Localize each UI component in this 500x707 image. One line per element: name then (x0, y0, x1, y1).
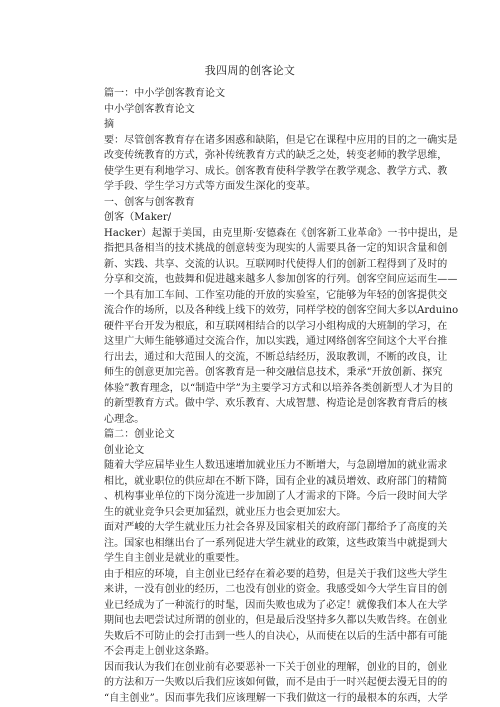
text-line: 随着大学应届毕业生人数迅速增加就业压力不断增大，与急剧增加的就业需求 (104, 460, 448, 471)
text-line: Hacker）起源于美国，由克里斯·安德森在《创客新工业革命》一书中提出，是 (104, 227, 459, 239)
text-line: 篇一：中小学创客教育论文 (104, 88, 226, 99)
text-line: 摘 (104, 119, 115, 130)
text-line: 由于相应的环境，自主创业已经存在着必要的趋势，但是关于我们这些大学生 (104, 568, 448, 580)
text-line: 心理念。 (104, 413, 145, 425)
text-line: 新、实践、共享、交流的认识。互联网时代使得人们的创新工程得到了及时的 (104, 258, 448, 270)
text-line: 硬件平台开发为根底，和互联网相结合的以学习小组构成的大班制的学习，在 (104, 320, 448, 332)
text-line: 要：尽管创客教育存在诸多困惑和缺陷，但是它在课程中应用的目的之一确实是 (104, 134, 458, 146)
text-line: 不会再走上创业这条路。 (104, 646, 216, 657)
text-line: 生的就业竞争只会更加猛烈，就业压力也会更加宏大。 (104, 506, 347, 518)
text-line: 这里广大师生能够通过交流合作，加以实践，通过网络创客空间这个大平台推 (104, 336, 448, 347)
text-line: 流合作的场所，以及各种线上线下的效劳，同样学校的创客空间大多以Arduino (104, 305, 459, 316)
text-line: 篇二：创业论文 (104, 429, 175, 440)
text-line: 相比，就业职位的供应却在不断下降，国有企业的减员增效、政府部门的精简 (104, 475, 448, 487)
text-line: 来讲，一没有创业的经历，二也没有创业的资金。我感受如今大学生盲目的创 (104, 584, 448, 595)
text-line: 期间也去吧尝试过所谓的创业的，但是最后没坚持多久都以失败告终。在创业 (104, 615, 448, 626)
text-line: 的新型教育方式。做中学、欢乐教育、大成智慧、构造论是创客教育背后的核 (104, 398, 448, 409)
text-line: 指把具备相当的技术挑战的创意转变为现实的人需要具备一定的知识含量和创 (104, 243, 448, 254)
text-line: 学手段、学生学习方式等方面发生深化的变革。 (104, 181, 317, 192)
text-line: 失败后不可防止的会打击到一些人的自决心，从而使在以后的生活中都有可能 (104, 630, 448, 642)
text-line: 一个具有加工车间、工作室功能的开放的实验室，它能够为年轻的创客提供交 (104, 289, 448, 301)
text-line: 师生的创意更加完善。创客教育是一种交融信息技术，秉承“开放创新、探究 (104, 367, 443, 378)
text-line: 因而我认为我们在创业前有必要恶补一下关于创业的理解，创业的目的，创业 (104, 661, 448, 673)
text-line: 一、创客与创客教育 (104, 196, 195, 208)
text-line: 面对严峻的大学生就业压力社会各界及国家相关的政府部门都给予了高度的关 (104, 522, 448, 533)
text-line: 中小学创客教育论文 (104, 103, 195, 115)
text-line: 分享和交流，也鼓舞和促进越来越多人参加创客的行列。创客空间应运而生—— (104, 274, 458, 285)
text-line: 改变传统教育的方式，弥补传统教育方式的缺乏之处，转变老师的教学思维， (104, 150, 448, 161)
text-line: 学生自主创业是就业的重要性。 (104, 553, 246, 564)
text-line: 使学生更有利地学习、成长。创客教育使科学教学在教学观念、教学方式、教 (104, 165, 448, 177)
text-line: 创业论文 (104, 444, 145, 456)
document-body (104, 86, 459, 706)
text-line: 、机构事业单位的下岗分流进一步加剧了人才需求的下降。今后一段时间大学 (104, 491, 448, 502)
text-line: 创客（Maker/ (104, 212, 172, 223)
text-line: 业已经成为了一种流行的时髦，因而失败也成为了必定！就像我们本人在大学 (104, 599, 448, 611)
text-line: “自主创业”。因而事先我们应该理解一下我们做这一行的最根本的东西，大学 (104, 692, 448, 704)
text-line: 注。国家也相继出台了一系列促进大学生就业的政策，这些政策当中就提到大 (104, 537, 448, 549)
text-line: 的方法和万一失败以后我们应该如何做，而不是由于一时兴起便去漫无目的的 (104, 677, 448, 688)
text-line: 体验”教育理念，以“制造中学”为主要学习方式和以培养各类创新型人才为目的 (104, 382, 453, 394)
document-title: 我四周的创客论文 (204, 64, 296, 77)
text-line: 行出去，通过和大范围人的交流，不断总结经历，汲取教训，不断的改良，让 (104, 351, 448, 363)
